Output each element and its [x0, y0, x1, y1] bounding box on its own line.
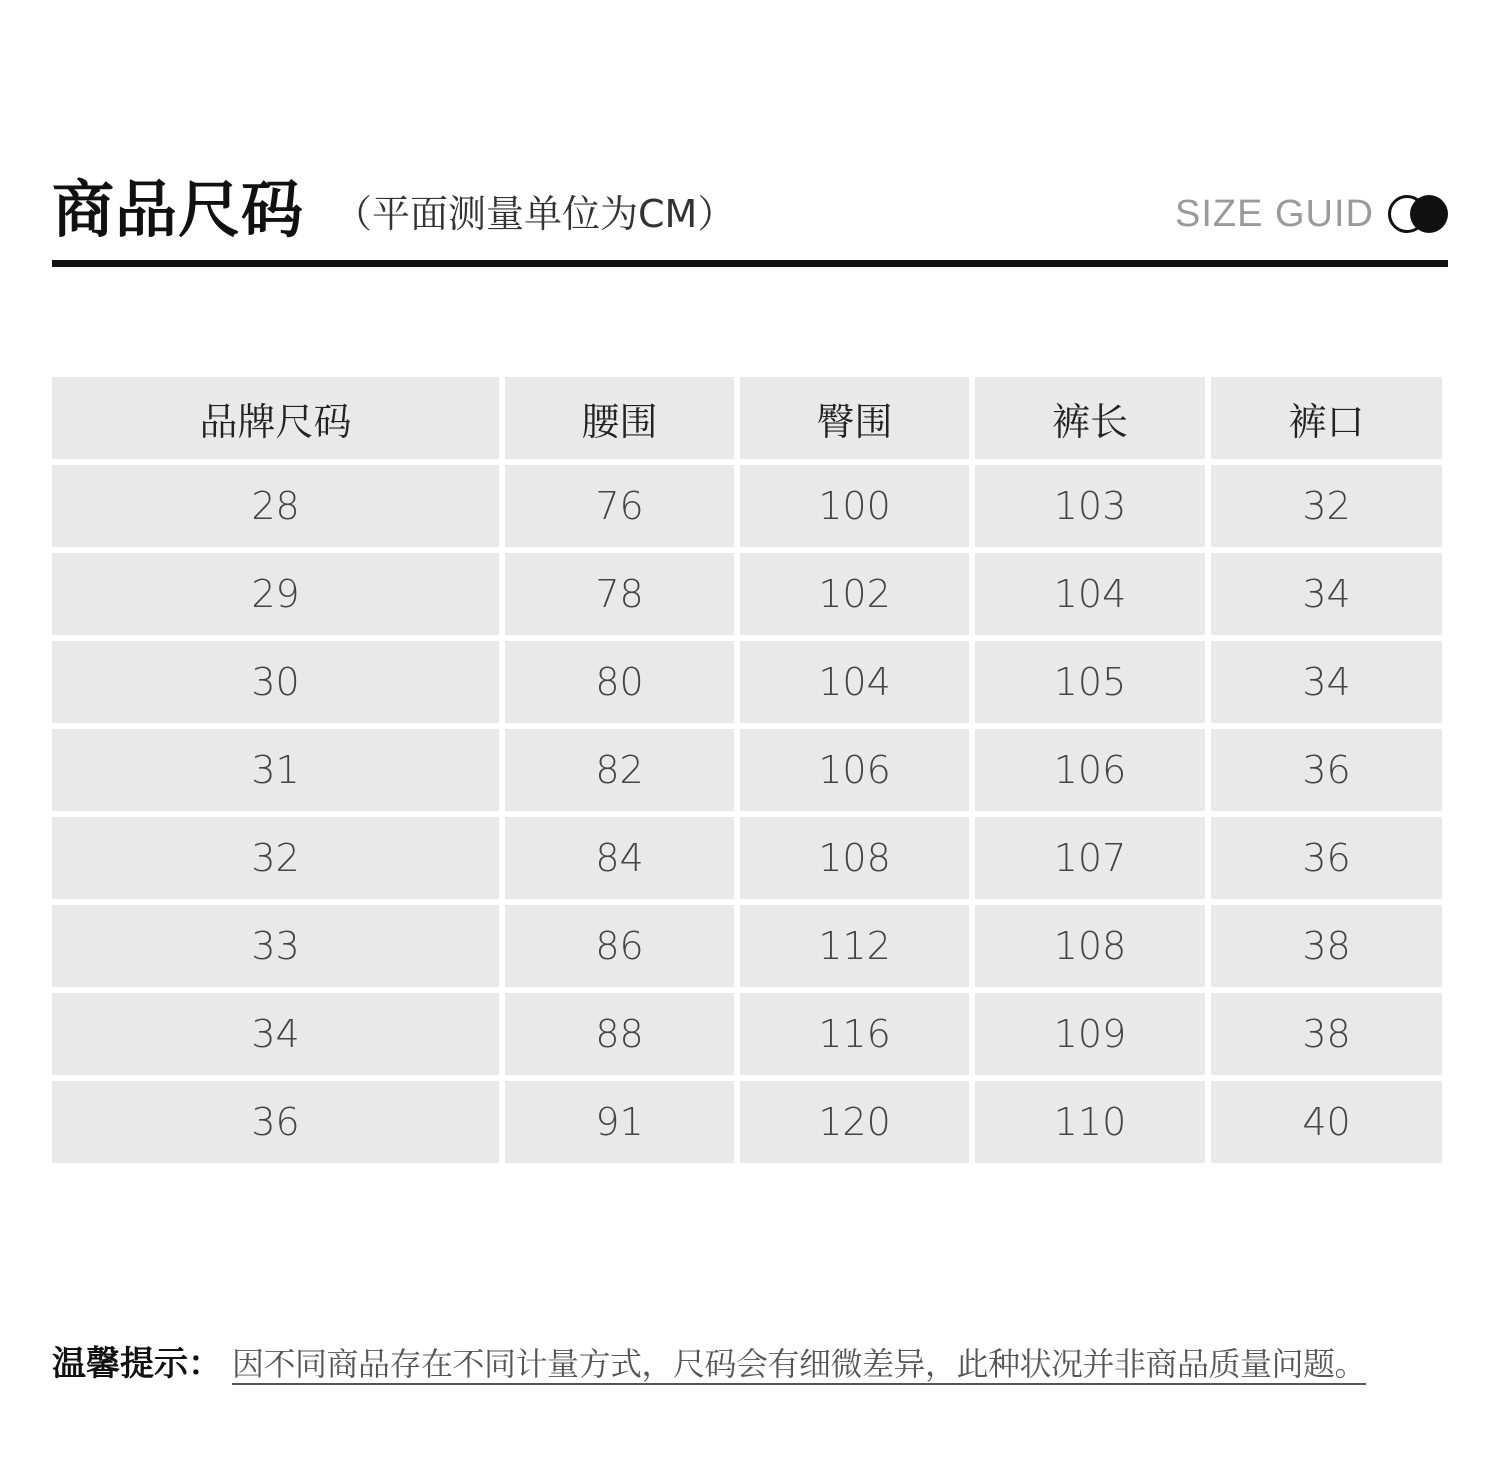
- table-cell: 116: [740, 993, 969, 1075]
- table-cell: 84: [505, 817, 734, 899]
- table-cell: 28: [52, 465, 499, 547]
- table-cell: 86: [505, 905, 734, 987]
- table-cell: 38: [1211, 905, 1442, 987]
- unit-subtitle: （平面测量单位为CM）: [334, 192, 736, 236]
- table-cell: 110: [975, 1081, 1205, 1163]
- table-cell: 112: [740, 905, 969, 987]
- table-cell: 38: [1211, 993, 1442, 1075]
- header-divider: [52, 260, 1448, 267]
- column-header: 裤口: [1211, 377, 1442, 459]
- page-header: [52, 170, 1448, 250]
- size-table: [46, 371, 1448, 1169]
- table-cell: 31: [52, 729, 499, 811]
- table-row: [52, 905, 1442, 987]
- table-cell: 33: [52, 905, 499, 987]
- table-cell: 82: [505, 729, 734, 811]
- table-row: [52, 993, 1442, 1075]
- column-header: 臀围: [740, 377, 969, 459]
- table-row: [52, 641, 1442, 723]
- table-cell: 76: [505, 465, 734, 547]
- table-cell: 100: [740, 465, 969, 547]
- table-cell: 29: [52, 553, 499, 635]
- size-guide-label: SIZE GUID: [1174, 192, 1374, 235]
- table-cell: 80: [505, 641, 734, 723]
- table-row: [52, 553, 1442, 635]
- table-cell: 88: [505, 993, 734, 1075]
- table-row: [52, 465, 1442, 547]
- table-cell: 36: [1211, 817, 1442, 899]
- table-cell: 103: [975, 465, 1205, 547]
- table-cell: 104: [975, 553, 1205, 635]
- table-cell: 106: [740, 729, 969, 811]
- table-cell: 108: [740, 817, 969, 899]
- table-cell: 107: [975, 817, 1205, 899]
- column-header: 腰围: [505, 377, 734, 459]
- table-cell: 36: [1211, 729, 1442, 811]
- column-header: 品牌尺码: [52, 377, 499, 459]
- table-cell: 106: [975, 729, 1205, 811]
- table-cell: 108: [975, 905, 1205, 987]
- toggle-icon: [1388, 195, 1448, 233]
- page-title: 商品尺码: [52, 173, 305, 246]
- tip-text: 因不同商品存在不同计量方式，尺码会有细微差异，此种状况并非商品质量问题。: [232, 1345, 1367, 1383]
- table-row: [52, 1081, 1442, 1163]
- table-cell: 30: [52, 641, 499, 723]
- table-cell: 34: [1211, 641, 1442, 723]
- column-header: 裤长: [975, 377, 1205, 459]
- table-cell: 105: [975, 641, 1205, 723]
- table-cell: 120: [740, 1081, 969, 1163]
- table-cell: 36: [52, 1081, 499, 1163]
- table-cell: 109: [975, 993, 1205, 1075]
- table-row: [52, 817, 1442, 899]
- table-cell: 32: [52, 817, 499, 899]
- table-cell: 102: [740, 553, 969, 635]
- table-row: [52, 729, 1442, 811]
- table-cell: 91: [505, 1081, 734, 1163]
- tip-label: 温馨提示：: [52, 1344, 222, 1384]
- tip-note: [52, 1336, 1462, 1396]
- size-guide: [1175, 170, 1448, 258]
- table-header-row: [52, 377, 1442, 459]
- table-cell: 78: [505, 553, 734, 635]
- table-cell: 34: [52, 993, 499, 1075]
- table-cell: 32: [1211, 465, 1442, 547]
- table-cell: 40: [1211, 1081, 1442, 1163]
- table-cell: 104: [740, 641, 969, 723]
- table-cell: 34: [1211, 553, 1442, 635]
